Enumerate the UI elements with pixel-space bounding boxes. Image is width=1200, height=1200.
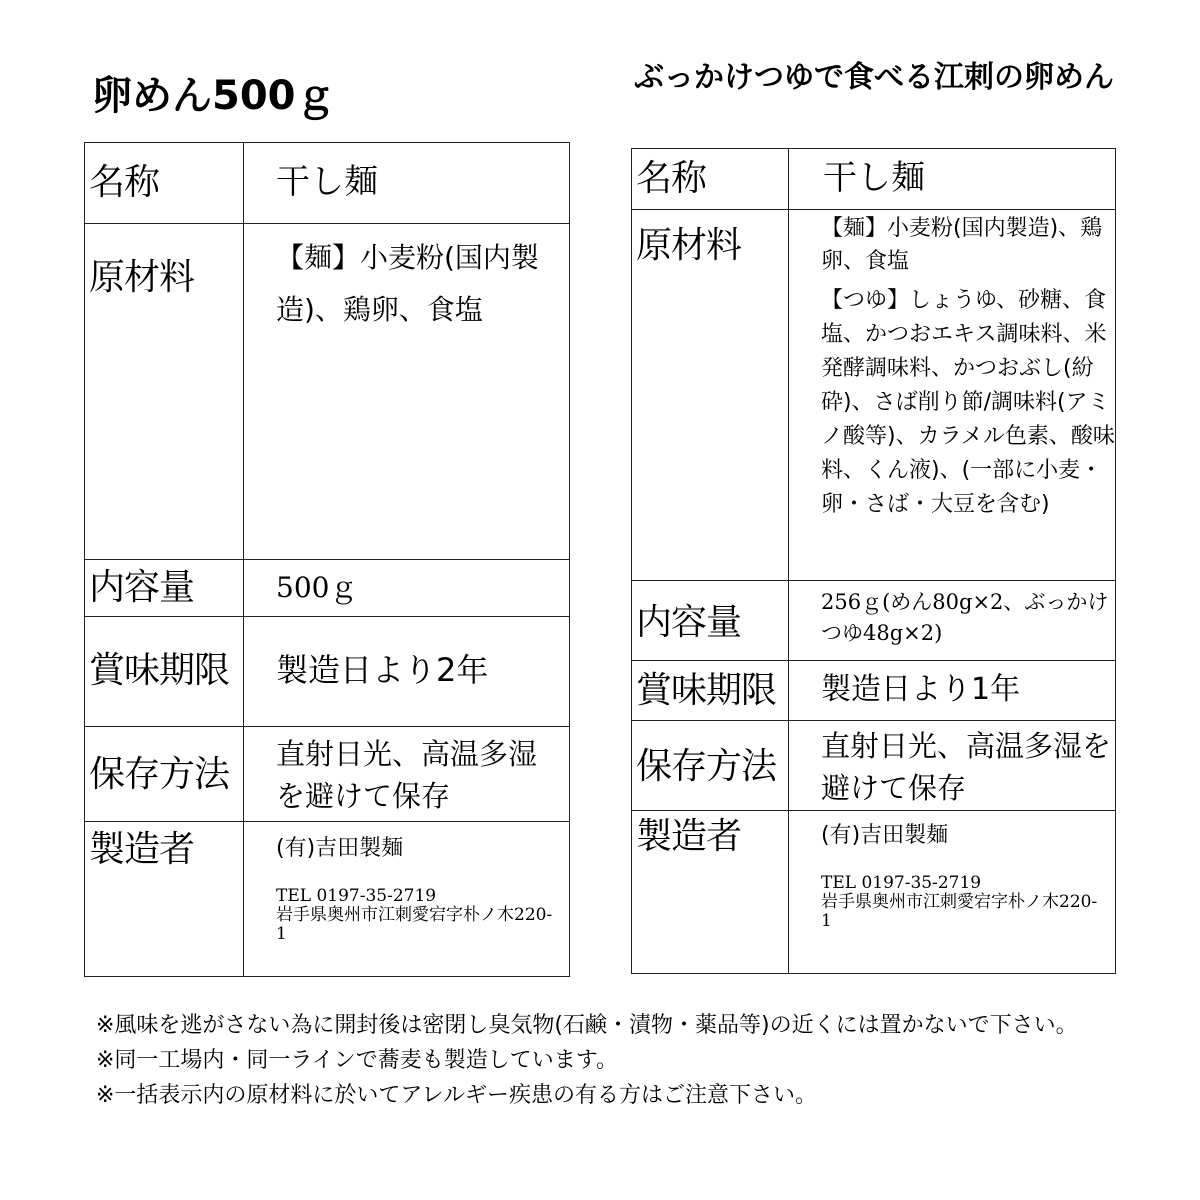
- maker-name: (有)吉田製麺: [276, 836, 404, 861]
- table-row: [85, 143, 570, 224]
- ingredients-key: 原材料: [636, 225, 742, 266]
- storage-value: 直射日光、高温多湿を避けて保存: [276, 737, 538, 813]
- storage-key: 保存方法: [636, 746, 777, 787]
- storage-key: 保存方法: [89, 754, 230, 795]
- table-row: [85, 560, 570, 617]
- note-1: ※風味を逃がさない為に開封後は密閉し臭気物(石鹸・漬物・薬品等)の近くには置かないで下さい。: [96, 1013, 1078, 1038]
- content-value: 500ｇ: [276, 571, 358, 604]
- maker-key: 製造者: [636, 816, 742, 857]
- table-row: [632, 661, 1116, 721]
- right-label-table: [631, 148, 1116, 974]
- maker-address: 岩手県奥州市江刺愛宕字朴ノ木220-1: [821, 892, 1098, 931]
- ingredients-value-noodle: 【麺】小麦粉(国内製造)、鶏卵、食塩: [821, 216, 1103, 274]
- note-2: ※同一工場内・同一ラインで蕎麦も製造しています。: [96, 1048, 619, 1073]
- name-value: 干し麺: [823, 158, 925, 198]
- name-key: 名称: [636, 158, 707, 199]
- content-value: 256ｇ(めん80g×2、ぶっかけつゆ48g×2): [821, 590, 1109, 645]
- note-3: ※一括表示内の原材料に於いてアレルギー疾患の有る方はご注意下さい。: [96, 1083, 818, 1108]
- name-key: 名称: [89, 162, 160, 203]
- maker-address: 岩手県奥州市江刺愛宕字朴ノ木220-1: [276, 905, 553, 944]
- expiry-value: 製造日より1年: [821, 672, 1021, 707]
- table-row: [632, 721, 1116, 811]
- table-row: [85, 822, 570, 977]
- table-row: [85, 224, 570, 560]
- table-row: [632, 581, 1116, 661]
- left-label-table: [84, 142, 570, 977]
- table-row: [85, 727, 570, 822]
- name-value: 干し麺: [276, 162, 378, 202]
- table-row: [632, 811, 1116, 974]
- maker-tel: TEL 0197-35-2719: [821, 873, 982, 893]
- content-key: 内容量: [636, 602, 742, 643]
- content-key: 内容量: [89, 567, 195, 608]
- ingredients-value: 【麺】小麦粉(国内製造)、鶏卵、食塩: [276, 241, 539, 326]
- maker-name: (有)吉田製麺: [821, 823, 949, 848]
- maker-key: 製造者: [89, 829, 195, 870]
- expiry-key: 賞味期限: [89, 650, 230, 691]
- left-product-title: 卵めん500ｇ: [92, 73, 336, 119]
- storage-value: 直射日光、高温多湿を避けて保存: [821, 729, 1112, 805]
- expiry-value: 製造日より2年: [276, 651, 489, 689]
- maker-tel: TEL 0197-35-2719: [276, 886, 437, 906]
- ingredients-key: 原材料: [89, 257, 195, 298]
- caution-notes: [96, 1008, 1136, 1113]
- ingredients-value-soup: 【つゆ】しょうゆ、砂糖、食塩、かつおエキス調味料、米発酵調味料、かつおぶし(紛砕)、さば削り節/調味料(アミノ酸等)、カラメル色素、酸味料、くん液)、(一部に小麦・卵・さば・大豆を含む): [821, 288, 1115, 517]
- table-row: [632, 210, 1116, 581]
- table-row: [632, 149, 1116, 210]
- table-row: [85, 617, 570, 727]
- expiry-key: 賞味期限: [636, 670, 777, 711]
- right-product-title: ぶっかけつゆで食べる江刺の卵めん: [634, 60, 1114, 95]
